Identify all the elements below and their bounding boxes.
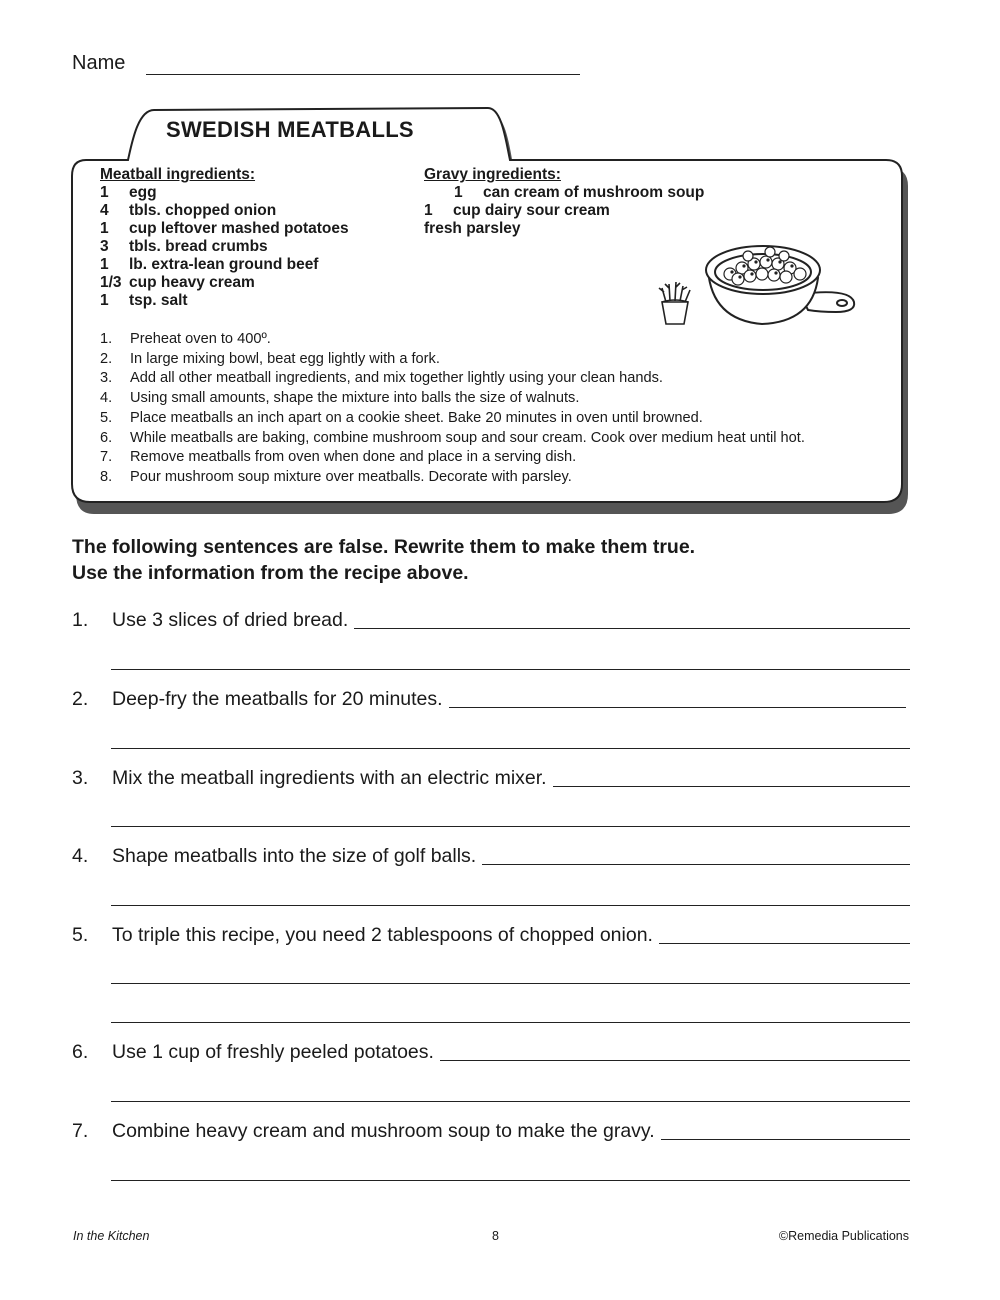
question-number: 1.	[72, 609, 89, 631]
answer-line[interactable]	[111, 1180, 910, 1181]
ingredient-qty: 1	[100, 256, 109, 273]
ingredient-item: tbls. bread crumbs	[129, 238, 268, 255]
ingredient-item: cup heavy cream	[129, 274, 255, 291]
answer-line[interactable]	[111, 1101, 910, 1102]
gravy-ingredients	[424, 166, 704, 238]
answer-line[interactable]	[553, 786, 910, 787]
question-text: Deep-fry the meatballs for 20 minutes.	[112, 688, 443, 710]
recipe-title: SWEDISH MEATBALLS	[166, 117, 414, 142]
question-1	[72, 609, 910, 632]
ingredient-item: cup dairy sour cream	[453, 202, 610, 219]
ingredient-item: can cream of mushroom soup	[483, 184, 705, 201]
step-number: 7.	[100, 449, 113, 466]
step-number: 2.	[100, 350, 113, 367]
question-text: Combine heavy cream and mushroom soup to make the gravy.	[112, 1120, 655, 1142]
question-2	[72, 688, 910, 711]
step-text: Preheat oven to 400º.	[130, 331, 271, 347]
step-item	[100, 468, 805, 488]
question-3	[72, 767, 910, 790]
ingredient-row	[424, 184, 704, 202]
ingredient-qty: 1	[100, 184, 109, 201]
step-item	[100, 369, 805, 389]
question-number: 2.	[72, 688, 89, 710]
page-number: 8	[492, 1229, 499, 1243]
question-number: 3.	[72, 767, 89, 789]
ingredient-row	[424, 202, 704, 220]
ingredient-row	[100, 274, 349, 292]
step-item	[100, 350, 805, 370]
gravy-ingredients-heading: Gravy ingredients:	[424, 166, 561, 183]
ingredient-row	[100, 220, 349, 238]
ingredient-qty: 1	[100, 220, 109, 237]
step-number: 1.	[100, 331, 113, 347]
answer-line[interactable]	[111, 905, 910, 906]
step-item	[100, 330, 805, 350]
answer-line[interactable]	[661, 1139, 910, 1140]
question-number: 6.	[72, 1041, 89, 1063]
answer-line[interactable]	[659, 943, 910, 944]
question-number: 4.	[72, 845, 89, 867]
instructions-line-1: The following sentences are false. Rewrite them to make them true.	[72, 536, 696, 558]
ingredient-item: lb. extra-lean ground beef	[129, 256, 319, 273]
answer-line[interactable]	[354, 628, 910, 629]
ingredient-item: tbls. chopped onion	[129, 202, 277, 219]
answer-line[interactable]	[440, 1060, 910, 1061]
answer-line[interactable]	[111, 1022, 910, 1023]
meatball-ingredients	[100, 166, 349, 310]
meatball-ingredients-heading: Meatball ingredients:	[100, 166, 256, 183]
step-text: In large mixing bowl, beat egg lightly with a fork.	[130, 350, 440, 367]
casserole-dish-icon	[650, 232, 860, 332]
answer-line[interactable]	[482, 864, 910, 865]
ingredient-row	[100, 184, 349, 202]
ingredient-row	[100, 292, 349, 310]
step-text: Remove meatballs from oven when done and place in a serving dish.	[130, 449, 577, 466]
ingredient-qty: 1/3	[100, 274, 122, 291]
answer-line[interactable]	[449, 707, 906, 708]
step-text: Using small amounts, shape the mixture into balls the size of walnuts.	[130, 390, 580, 407]
footer-book-title: In the Kitchen	[73, 1229, 150, 1243]
footer-copyright: ©Remedia Publications	[778, 1229, 909, 1243]
question-text: Shape meatballs into the size of golf balls.	[112, 845, 477, 867]
ingredient-item: fresh parsley	[424, 220, 521, 237]
question-text: Use 1 cup of freshly peeled potatoes.	[112, 1041, 434, 1063]
ingredient-row	[100, 256, 349, 274]
answer-line[interactable]	[111, 748, 910, 749]
recipe-steps	[100, 330, 805, 488]
step-number: 3.	[100, 370, 113, 387]
ingredient-qty: 3	[100, 238, 109, 255]
question-text: To triple this recipe, you need 2 tablespoons of chopped onion.	[112, 924, 653, 946]
question-number: 7.	[72, 1120, 89, 1142]
name-label: Name	[72, 52, 126, 74]
ingredient-row	[100, 202, 349, 220]
ingredient-qty: 1	[100, 292, 109, 309]
question-text: Mix the meatball ingredients with an electric mixer.	[112, 767, 547, 789]
ingredient-row	[100, 238, 349, 256]
answer-line[interactable]	[111, 669, 910, 670]
question-text: Use 3 slices of dried bread.	[112, 609, 349, 631]
step-number: 6.	[100, 429, 113, 446]
step-text: Place meatballs an inch apart on a cookie sheet. Bake 20 minutes in oven until browned.	[130, 409, 703, 426]
ingredient-qty: 1	[454, 184, 463, 201]
question-5	[72, 924, 910, 947]
ingredient-qty: 1	[424, 202, 433, 219]
question-6	[72, 1041, 910, 1064]
ingredient-item: tsp. salt	[129, 292, 188, 309]
step-item	[100, 409, 805, 429]
worksheet-instructions	[72, 534, 695, 586]
step-text: Pour mushroom soup mixture over meatballs. Decorate with parsley.	[130, 468, 572, 485]
step-item	[100, 389, 805, 409]
step-text: While meatballs are baking, combine mushroom soup and sour cream. Cook over medium heat until hot.	[130, 429, 805, 446]
answer-line[interactable]	[111, 826, 910, 827]
ingredient-item: egg	[129, 184, 157, 201]
answer-line[interactable]	[111, 983, 910, 984]
ingredient-qty: 4	[100, 202, 109, 219]
ingredient-item: cup leftover mashed potatoes	[129, 220, 349, 237]
question-7	[72, 1120, 910, 1143]
step-number: 8.	[100, 468, 113, 485]
question-4	[72, 845, 910, 868]
step-item	[100, 448, 805, 468]
step-number: 4.	[100, 390, 113, 407]
step-number: 5.	[100, 409, 113, 426]
question-number: 5.	[72, 924, 89, 946]
step-text: Add all other meatball ingredients, and mix together lightly using your clean hands.	[130, 370, 663, 387]
step-item	[100, 429, 805, 449]
instructions-line-2: Use the information from the recipe above.	[72, 562, 469, 584]
